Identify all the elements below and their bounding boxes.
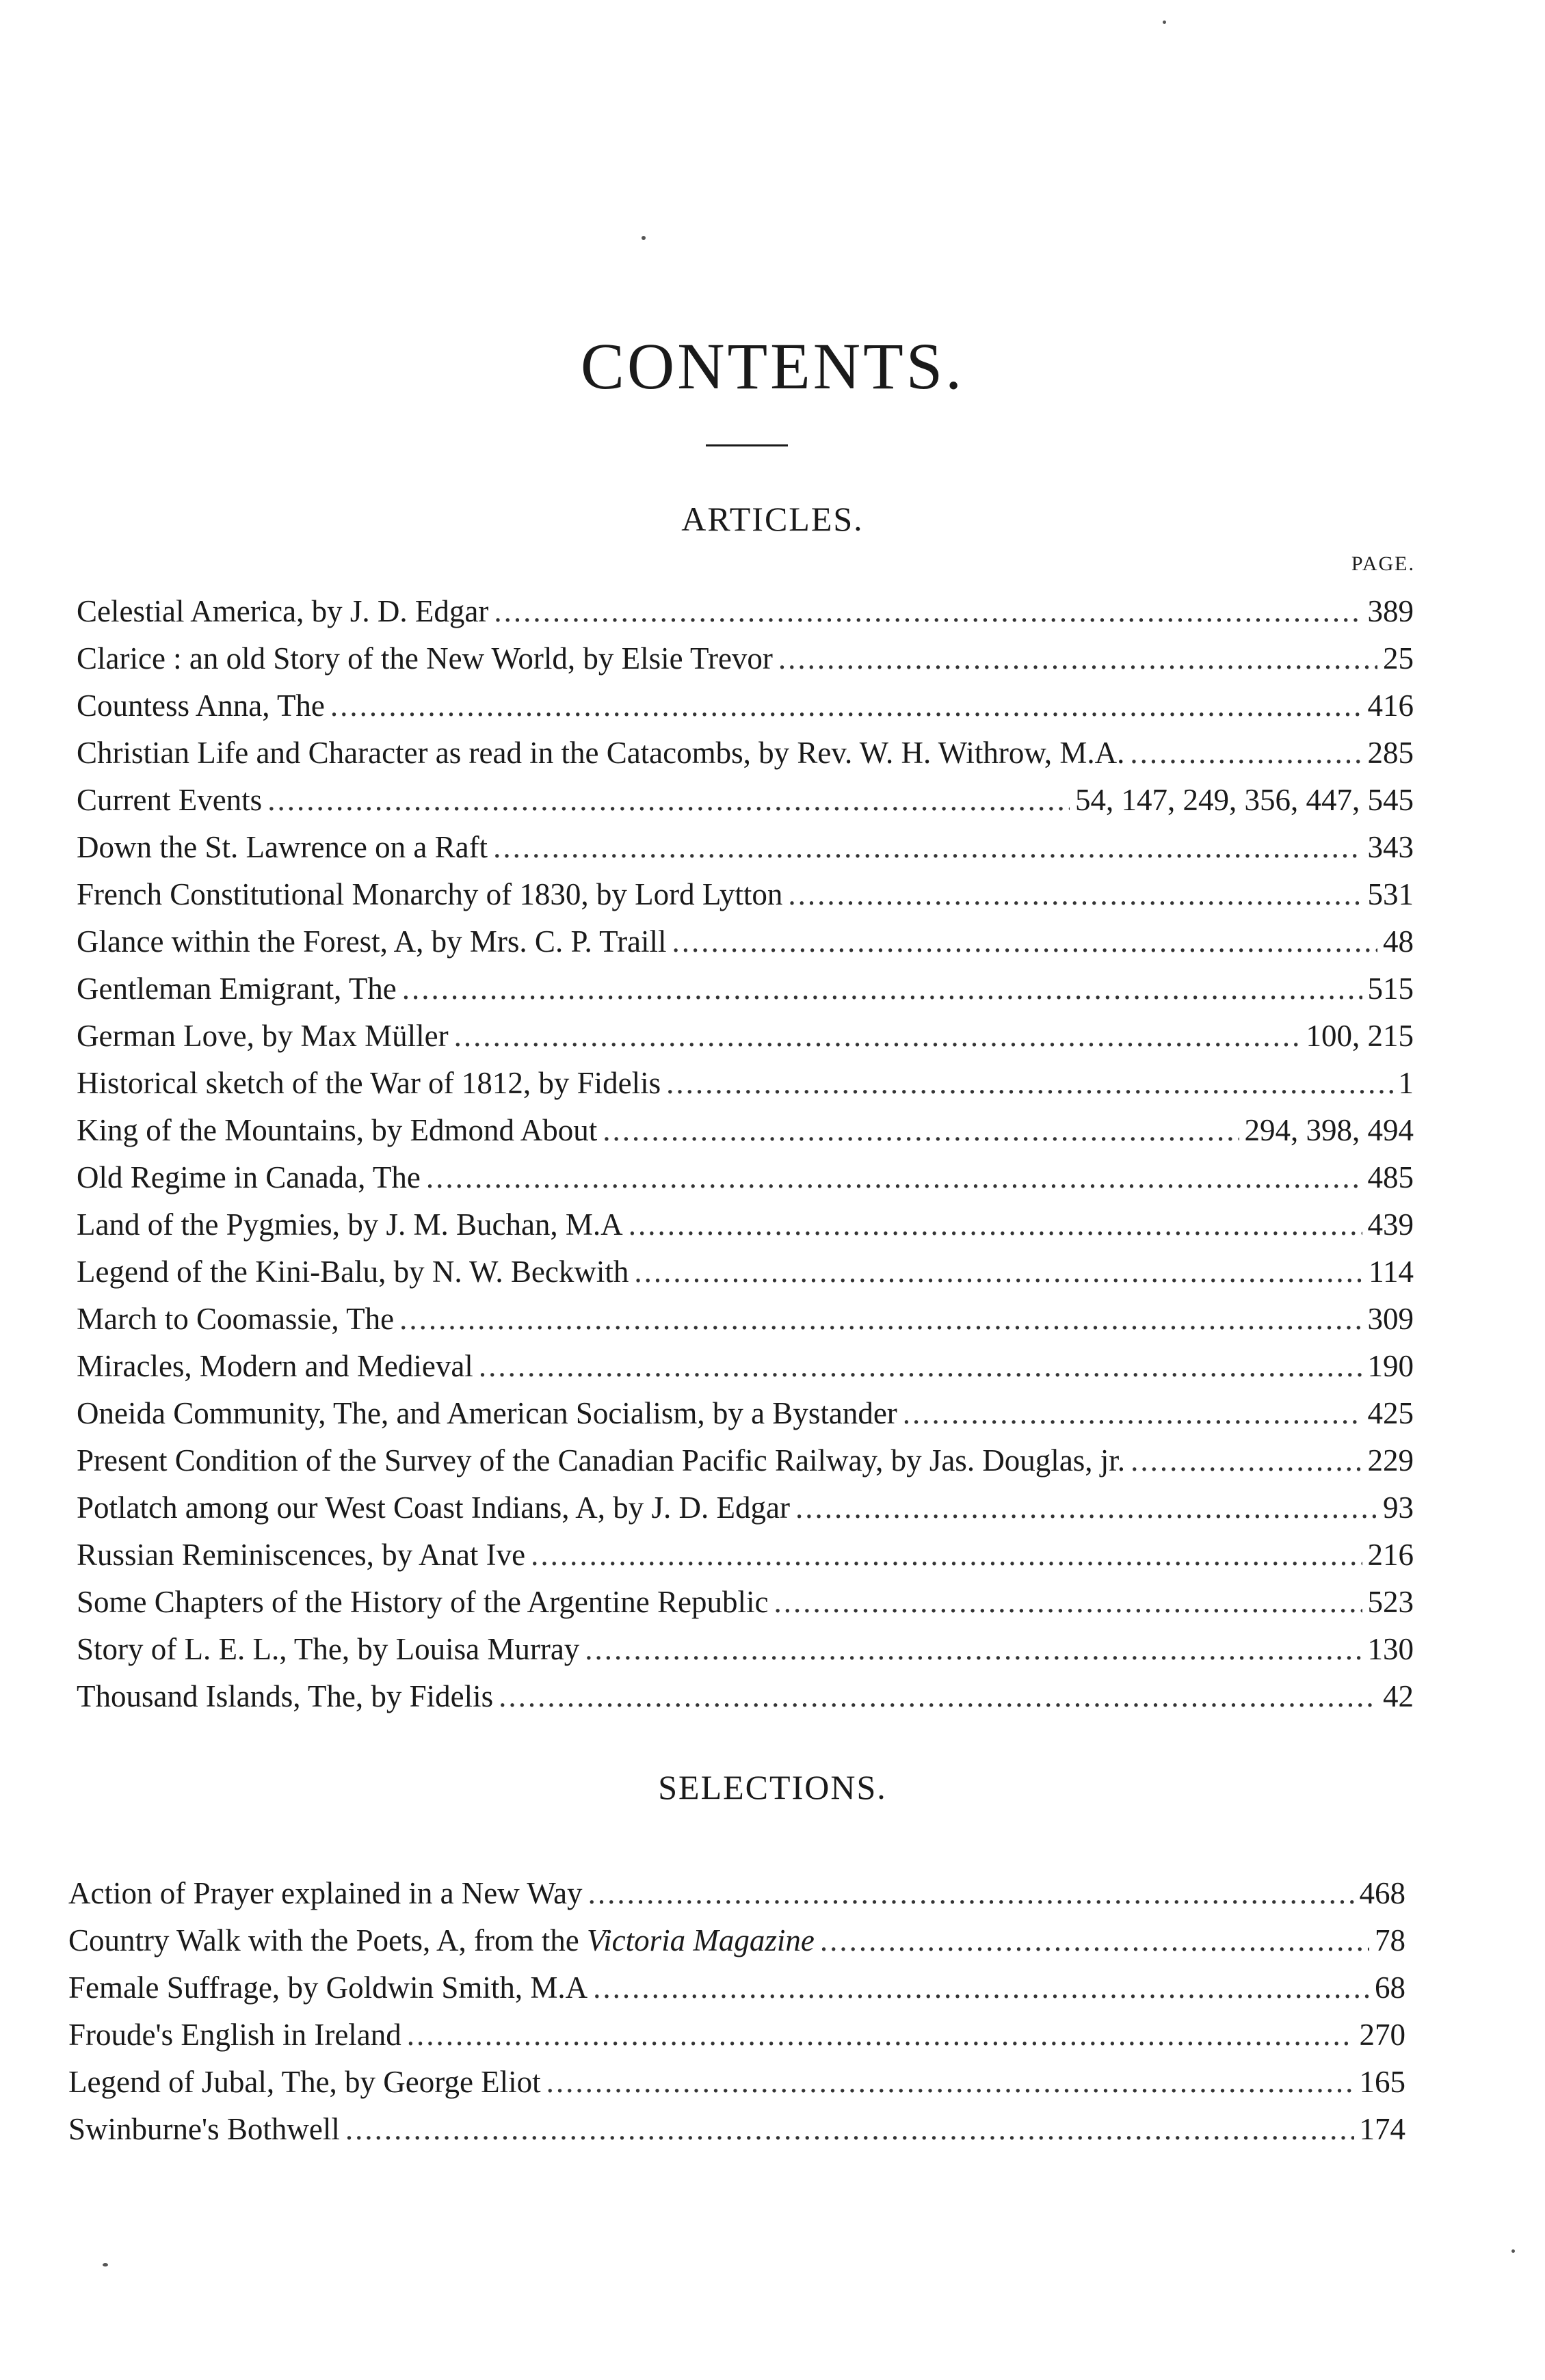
article-entry xyxy=(77,1013,1414,1060)
article-entry xyxy=(77,1390,1414,1437)
dot-leader xyxy=(407,2011,1354,2059)
dot-leader xyxy=(1131,1437,1362,1484)
entry-page: 468 xyxy=(1359,1876,1405,1910)
entry-title: Some Chapters of the History of the Argentine Republic xyxy=(77,1585,769,1619)
dot-leader xyxy=(330,682,1362,730)
entry-page: 190 xyxy=(1367,1349,1414,1383)
entry-title: French Constitutional Monarchy of 1830, by Lord Lytton xyxy=(77,877,783,911)
article-entry xyxy=(77,1154,1414,1201)
entry-page: 68 xyxy=(1375,1970,1405,2005)
scan-speck xyxy=(1163,21,1166,24)
entry-page: 93 xyxy=(1383,1490,1414,1525)
entry-page: 130 xyxy=(1367,1632,1414,1666)
article-entry xyxy=(77,1532,1414,1579)
entry-page: 531 xyxy=(1367,877,1414,911)
selection-entry xyxy=(68,2059,1405,2106)
selection-entry xyxy=(68,1870,1405,1917)
dot-leader xyxy=(603,1107,1239,1154)
dot-leader xyxy=(267,777,1070,824)
entry-title: Clarice : an old Story of the New World, by Elsie Trevor xyxy=(77,641,773,676)
dot-leader xyxy=(795,1484,1377,1532)
entry-page: 114 xyxy=(1369,1255,1414,1289)
entry-title: Story of L. E. L., The, by Louisa Murray xyxy=(77,1632,580,1666)
entry-page: 485 xyxy=(1367,1160,1414,1194)
dot-leader xyxy=(494,588,1362,635)
article-entry xyxy=(77,635,1414,682)
entry-page: 1 xyxy=(1398,1066,1414,1100)
article-entry xyxy=(77,965,1414,1013)
article-entry xyxy=(77,1673,1414,1720)
entry-title: Legend of the Kini-Balu, by N. W. Beckwith xyxy=(77,1255,629,1289)
selection-entry xyxy=(68,2011,1405,2059)
entry-page: 48 xyxy=(1383,924,1414,959)
article-entry xyxy=(77,1579,1414,1626)
entry-title-italic: Victoria Magazine xyxy=(587,1923,815,1957)
entry-page: 389 xyxy=(1367,594,1414,628)
entry-page: 416 xyxy=(1367,688,1414,723)
selection-entry xyxy=(68,2106,1405,2153)
selections-list xyxy=(68,1870,1405,2153)
article-entry xyxy=(77,1296,1414,1343)
entry-title: Swinburne's Bothwell xyxy=(68,2112,340,2146)
dot-leader xyxy=(546,2059,1354,2106)
dot-leader xyxy=(672,918,1377,965)
entry-page: 165 xyxy=(1359,2065,1405,2099)
entry-title: Miracles, Modern and Medieval xyxy=(77,1349,473,1383)
dot-leader xyxy=(399,1296,1362,1343)
entry-page: 425 xyxy=(1367,1396,1414,1430)
entry-page: 294, 398, 494 xyxy=(1244,1113,1414,1147)
dot-leader xyxy=(585,1626,1362,1673)
entry-title: Gentleman Emigrant, The xyxy=(77,972,397,1006)
entry-page: 78 xyxy=(1375,1923,1405,1957)
entry-title: Land of the Pygmies, by J. M. Buchan, M.A xyxy=(77,1207,623,1242)
selections-heading: SELECTIONS. xyxy=(658,1768,887,1806)
entry-title: March to Coomassie, The xyxy=(77,1302,395,1336)
entry-title: Christian Life and Character as read in the Catacombs, by Rev. W. H. Withrow, M.A. xyxy=(77,736,1125,770)
article-entry xyxy=(77,1248,1414,1296)
entry-page: 515 xyxy=(1367,972,1414,1006)
page-title: CONTENTS. xyxy=(580,330,965,403)
entry-page: 174 xyxy=(1359,2112,1405,2146)
entry-page: 343 xyxy=(1367,830,1414,864)
article-entry xyxy=(77,682,1414,730)
article-entry xyxy=(77,1107,1414,1154)
dot-leader xyxy=(593,1964,1369,2011)
dot-leader xyxy=(531,1532,1362,1579)
article-entry xyxy=(77,1484,1414,1532)
dot-leader xyxy=(666,1060,1392,1107)
entry-title: King of the Mountains, by Edmond About xyxy=(77,1113,598,1147)
article-entry xyxy=(77,1437,1414,1484)
entry-title: Potlatch among our West Coast Indians, A, by J. D. Edgar xyxy=(77,1490,790,1525)
dot-leader xyxy=(778,635,1377,682)
dot-leader xyxy=(499,1673,1377,1720)
dot-leader xyxy=(1130,730,1362,777)
dot-leader xyxy=(345,2106,1354,2153)
entry-title-text: Country Walk with the Poets, A, from the xyxy=(68,1923,587,1957)
articles-list xyxy=(77,588,1414,1720)
dot-leader xyxy=(820,1917,1369,1964)
entry-title: Present Condition of the Survey of the Canadian Pacific Railway, by Jas. Douglas, jr. xyxy=(77,1443,1126,1478)
article-entry xyxy=(77,824,1414,871)
scan-speck xyxy=(103,2263,108,2267)
dot-leader xyxy=(634,1248,1363,1296)
dot-leader xyxy=(903,1390,1362,1437)
article-entry xyxy=(77,1343,1414,1390)
dot-leader xyxy=(788,871,1362,918)
title-rule xyxy=(706,444,788,446)
entry-page: 439 xyxy=(1367,1207,1414,1242)
entry-title: Froude's English in Ireland xyxy=(68,2018,401,2052)
entry-title: German Love, by Max Müller xyxy=(77,1019,449,1053)
entry-title: Glance within the Forest, A, by Mrs. C. P. Traill xyxy=(77,924,667,959)
dot-leader xyxy=(454,1013,1301,1060)
entry-title: Legend of Jubal, The, by George Eliot xyxy=(68,2065,541,2099)
entry-page: 523 xyxy=(1367,1585,1414,1619)
dot-leader xyxy=(774,1579,1362,1626)
entry-title xyxy=(68,1917,815,1964)
page-column-label: PAGE. xyxy=(1351,552,1415,575)
article-entry xyxy=(77,588,1414,635)
entry-page: 216 xyxy=(1367,1538,1414,1572)
entry-title: Thousand Islands, The, by Fidelis xyxy=(77,1679,494,1713)
dot-leader xyxy=(493,824,1362,871)
entry-title: Russian Reminiscences, by Anat Ive xyxy=(77,1538,526,1572)
entry-page: 25 xyxy=(1383,641,1414,676)
selection-entry xyxy=(68,1964,1405,2011)
article-entry xyxy=(77,1060,1414,1107)
dot-leader xyxy=(426,1154,1362,1201)
entry-title: Historical sketch of the War of 1812, by Fidelis xyxy=(77,1066,661,1100)
entry-page: 229 xyxy=(1367,1443,1414,1478)
entry-page: 100, 215 xyxy=(1306,1019,1414,1053)
entry-title: Action of Prayer explained in a New Way xyxy=(68,1876,583,1910)
entry-title: Celestial America, by J. D. Edgar xyxy=(77,594,489,628)
entry-title: Down the St. Lawrence on a Raft xyxy=(77,830,488,864)
dot-leader xyxy=(629,1201,1362,1248)
entry-title: Oneida Community, The, and American Socialism, by a Bystander xyxy=(77,1396,897,1430)
article-entry xyxy=(77,777,1414,824)
entry-page: 285 xyxy=(1367,736,1414,770)
article-entry xyxy=(77,918,1414,965)
scan-speck xyxy=(642,236,646,240)
entry-page: 42 xyxy=(1383,1679,1414,1713)
entry-page: 270 xyxy=(1359,2018,1405,2052)
entry-page: 54, 147, 249, 356, 447, 545 xyxy=(1075,783,1414,817)
entry-page: 309 xyxy=(1367,1302,1414,1336)
article-entry xyxy=(77,1626,1414,1673)
entry-title: Countess Anna, The xyxy=(77,688,325,723)
scan-speck xyxy=(1511,2249,1515,2253)
selection-entry xyxy=(68,1917,1405,1964)
article-entry xyxy=(77,730,1414,777)
articles-heading: ARTICLES. xyxy=(681,500,864,538)
dot-leader xyxy=(402,965,1362,1013)
article-entry xyxy=(77,1201,1414,1248)
dot-leader xyxy=(588,1870,1354,1917)
entry-title: Old Regime in Canada, The xyxy=(77,1160,421,1194)
article-entry xyxy=(77,871,1414,918)
entry-title: Female Suffrage, by Goldwin Smith, M.A xyxy=(68,1970,588,2005)
entry-title: Current Events xyxy=(77,783,263,817)
dot-leader xyxy=(479,1343,1362,1390)
